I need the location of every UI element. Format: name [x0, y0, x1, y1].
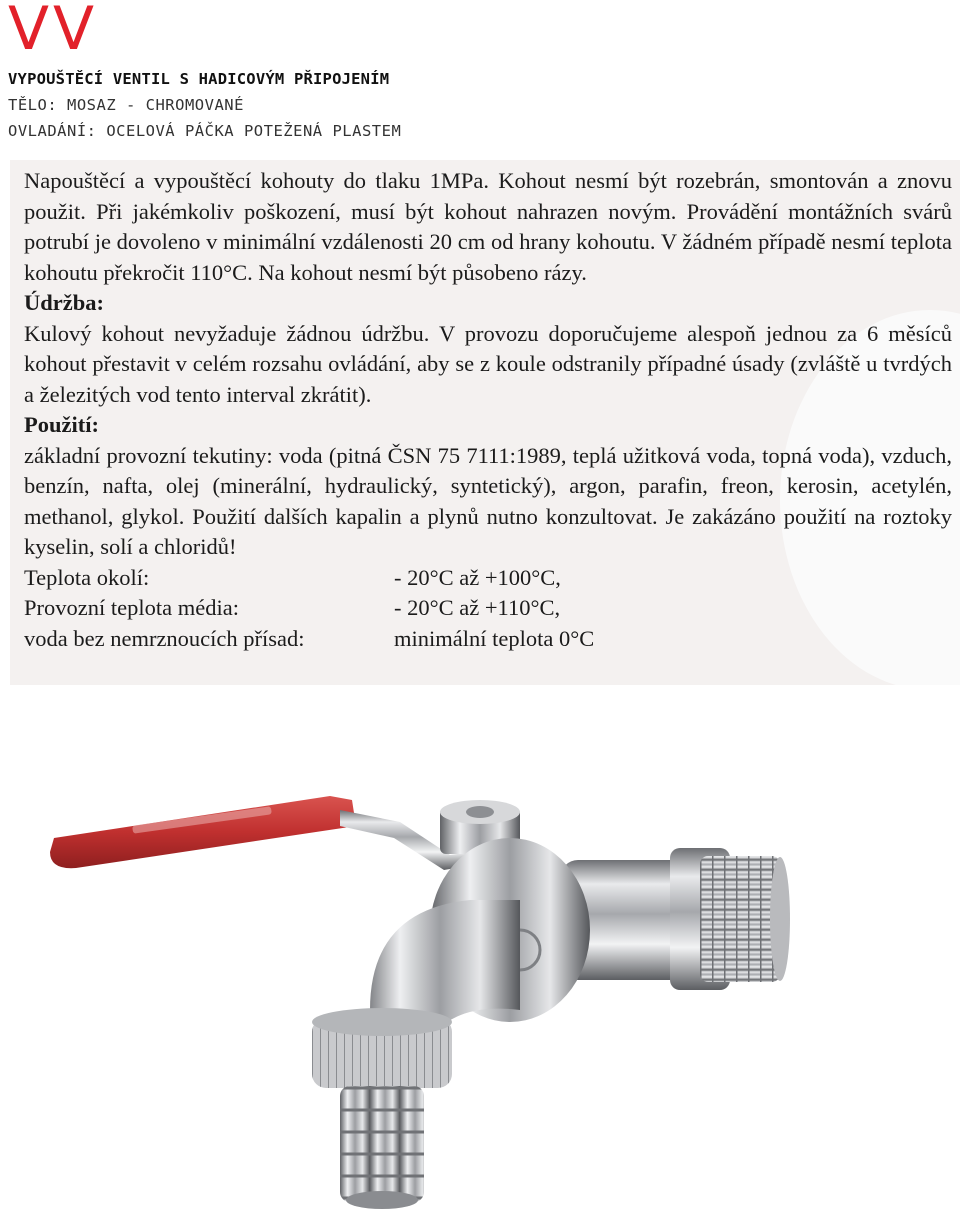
temperature-value: - 20°C až +100°C, [394, 564, 561, 590]
temperature-value: minimální teplota 0°C [394, 625, 595, 651]
info-text [24, 166, 952, 654]
temperature-label: Teplota okolí: [24, 564, 150, 590]
temperature-value: - 20°C až +110°C, [394, 595, 561, 620]
usage-heading: Použití: [24, 412, 99, 437]
product-code: VV [8, 0, 99, 64]
temperature-row [24, 593, 594, 624]
usage-paragraph: základní provozní tekutiny: voda (pitná ČSN 75 7111:1989, teplá užitková voda, topná voda), vzduch, benzín, nafta, olej (minerální, hydraulický, syntetický), argon, parafin, freon, kerosin, acetylén, methanol, glykol. Použití dalších kapalin a plynů nutno konzultovat. Je zakázáno použití na roztoky kyselin, solí a chloridů! [24, 442, 952, 559]
valve-photo [40, 760, 800, 1210]
maintenance-paragraph: Kulový kohout nevyžaduje žádnou údržbu. V provozu doporučujeme alespoň jednou za 6 měsíců kohout přestavit v celém rozsahu ovládání, aby se z koule odstranily případné úsady (zvláště u tvrdých a železitých vod tento interval zkrátit). [24, 320, 952, 407]
temperature-table [24, 563, 594, 655]
control-spec: OVLADÁNÍ: OCELOVÁ PÁČKA POTEŽENÁ PLASTEM [8, 122, 402, 140]
maintenance-heading: Údržba: [24, 290, 104, 315]
temperature-row [24, 624, 594, 655]
hose-barb [340, 1086, 424, 1209]
temperature-label: Provozní teplota média: [24, 595, 239, 620]
intro-paragraph: Napouštěcí a vypouštěcí kohouty do tlaku 1MPa. Kohout nesmí být rozebrán, smontován a znovu použit. Při jakémkoliv poškození, musí být kohout nahrazen novým. Provádění montážních svárů potrubí je dovoleno v minimální vzdálenosti 20 cm od hrany kohoutu. V žádném případě nesmí teplota kohoutu překročit 110°C. Na kohout nesmí být působeno rázy. [24, 168, 952, 285]
info-panel [10, 160, 960, 685]
lever-handle [50, 796, 502, 870]
temperature-label: voda bez nemrznoucích přísad: [24, 625, 305, 651]
product-title: VYPOUŠTĚCÍ VENTIL S HADICOVÝM PŘIPOJENÍM [8, 70, 390, 88]
knurled-nut [312, 1008, 452, 1088]
temperature-row [24, 563, 594, 594]
body-material-spec: TĚLO: MOSAZ - CHROMOVANÉ [8, 96, 244, 114]
